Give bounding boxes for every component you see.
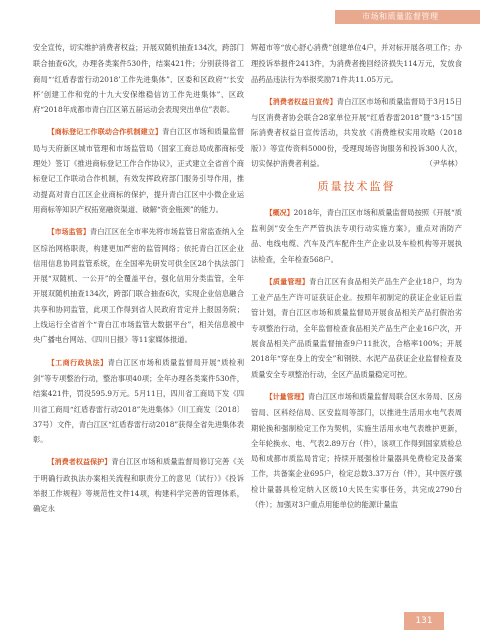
entry-tag: 【市场监管】	[47, 228, 90, 237]
section-title: 质量技术监督	[317, 180, 396, 194]
paragraph: 【工商行政执法】青白江区市场和质量监督局开展“质检利剑”等专项整治行动，整治事项40项；全年办理各类案件530件，结案421件，罚没595.9万元。5月11日，四川省工商局下发《四川省工商局“红盾春雷行动2018”先进集体》（川工商发〔2018〕37号）文件，青白江区“红盾春雷行动2018”获得全省先进集体表彰。	[33, 357, 245, 445]
paragraph: 【概况】2018年，青白江区市场和质量监督局按照《开展“质监利剑”安全生产严管执法专项行动实施方案》，重点对消防产品、电线电缆、汽车及汽车配件生产企业以及车检机构等开展执法检查，全年检查568户。	[251, 207, 462, 264]
author-signature: （尹华林）	[425, 159, 462, 169]
paragraph: 辉超市等“放心舒心消费”创建单位4户，并对标开展各项工作；办理投诉举报件2413件，为消费者挽回经济损失114万元，发放食品药品违法行为举报奖励71件共11.05万元。	[251, 43, 462, 84]
entry-tag: 【商标登记工作联动合作机制建立】	[47, 128, 163, 137]
page-number: 131	[404, 612, 444, 630]
entry-tag: 【工商行政执法】	[47, 358, 108, 367]
paragraph: 【消费者权益保护】青白江区市场和质量监督局修订完善《关于明确行政执法办案相关流程和职责分工的意见（试行）》《投诉举报工作规程》等规范性文件14项，构建科学完善的管理体系，确定永	[33, 457, 245, 514]
paragraph: 【市场监管】青白江区在全市率先将市场监管日常监查纳入全区综治网格职责，构建更加严密的监管网络；依托青白江区企业信用信息协同监管系统，在全国率先研发可供全区28个执法部门开展“双随机、一公开”的全覆盖平台，强化信用分类监管，全年开展双随机抽查134次，跨部门联合抽查6次，实现企业信息融合共享和协同监管，此项工作得到省人民政府肯定并上报国务院；上线运行全省首个“青白江市场监管大数据平台”，相关信息被中央广播电台网站、《四川日报》等11家媒体报道。	[33, 227, 245, 345]
entry-tag: 【消费者权益日宣传】	[265, 97, 337, 106]
paragraph: 【质量管理】青白江区有食品相关产品生产企业18户，均为工业产品生产许可证获证企业。按照年初制定的获证企业证后监管计划，青白江区市场和质量监督局开展食品相关产品打假治劣专项整治行动，全年监督检查食品相关产品生产企业16户次，开展食品相关产品质量监督抽查9户11批次，合格率100%；开展2018年“穿在身上的安全”和钢铁、水泥产品获证企业监督检查及质量安全专项整治行动，全区产品质量稳定可控。	[251, 276, 462, 379]
paragraph: 【计量管理】青白江区市场和质量监督局联合区水务局、区房管局、区科经信局、区安监局等部门，以推进生活用水电气表周期轮换和强制检定工作为契机，实施生活用水电气表维护更新，全年轮换水、电、气表2.89万台（件），该项工作得到国家质检总局和成都市质监局肯定；持续开展强检计量器具免费检定及备案工作，共备案企业695户，检定总数3.37万台（件），其中医疗强检计量器具检定纳入区级10大民生实事任务，共完成2790台（件）；加强对3户重点用能单位的能源计量监	[251, 391, 463, 510]
paragraph: 【消费者权益日宣传】青白江区市场和质量监督局于3月15日与区消费者协会联合28家单位开展“红盾春雷2018”暨“3·15”国际消费者权益日宣传活动，共发放《消费维权实用攻略（2018版）》等宣传资料5000份，受理现场咨询服务和投诉300人次，切实保护消费者利益。 （尹华林）	[251, 94, 462, 171]
entry-tag: 【概况】	[265, 208, 294, 217]
entry-tag: 【质量管理】	[265, 277, 310, 286]
paragraph: 安全宣传，切实维护消费者权益；开展双随机抽查134次，跨部门联合抽查6次，办理各类案件530件，结案421件；分别获得省工商局“‘红盾春雷行动2018’工作先进集体”、区委和区政府“‘长安杯’创建工作和党的十九大安保维稳信访工作先进集体”、区政府“2018年成都市青白江区第五届运动会表现突出单位”表彰。	[33, 43, 244, 115]
running-header: 市场和质量监督管理	[362, 12, 439, 21]
left-column	[33, 40, 244, 524]
right-column	[251, 40, 462, 519]
entry-tag: 【计量管理】	[265, 392, 308, 401]
paragraph: 【商标登记工作联动合作机制建立】青白江区市场和质量监督局与天府新区城市管理和市场监管局（国家工商总局成都商标受理处）签订《推进商标登记工作合作协议》，正式建立全省首个商标登记工作联动合作机制，有效发挥政府部门服务引导作用，推动提高对青白江区企业商标的保护，提升青白江区中小微企业运用商标等知识产权拓宽融资渠道、破解“资金瓶颈”的能力。	[33, 127, 245, 214]
entry-tag: 【消费者权益保护】	[47, 458, 112, 467]
